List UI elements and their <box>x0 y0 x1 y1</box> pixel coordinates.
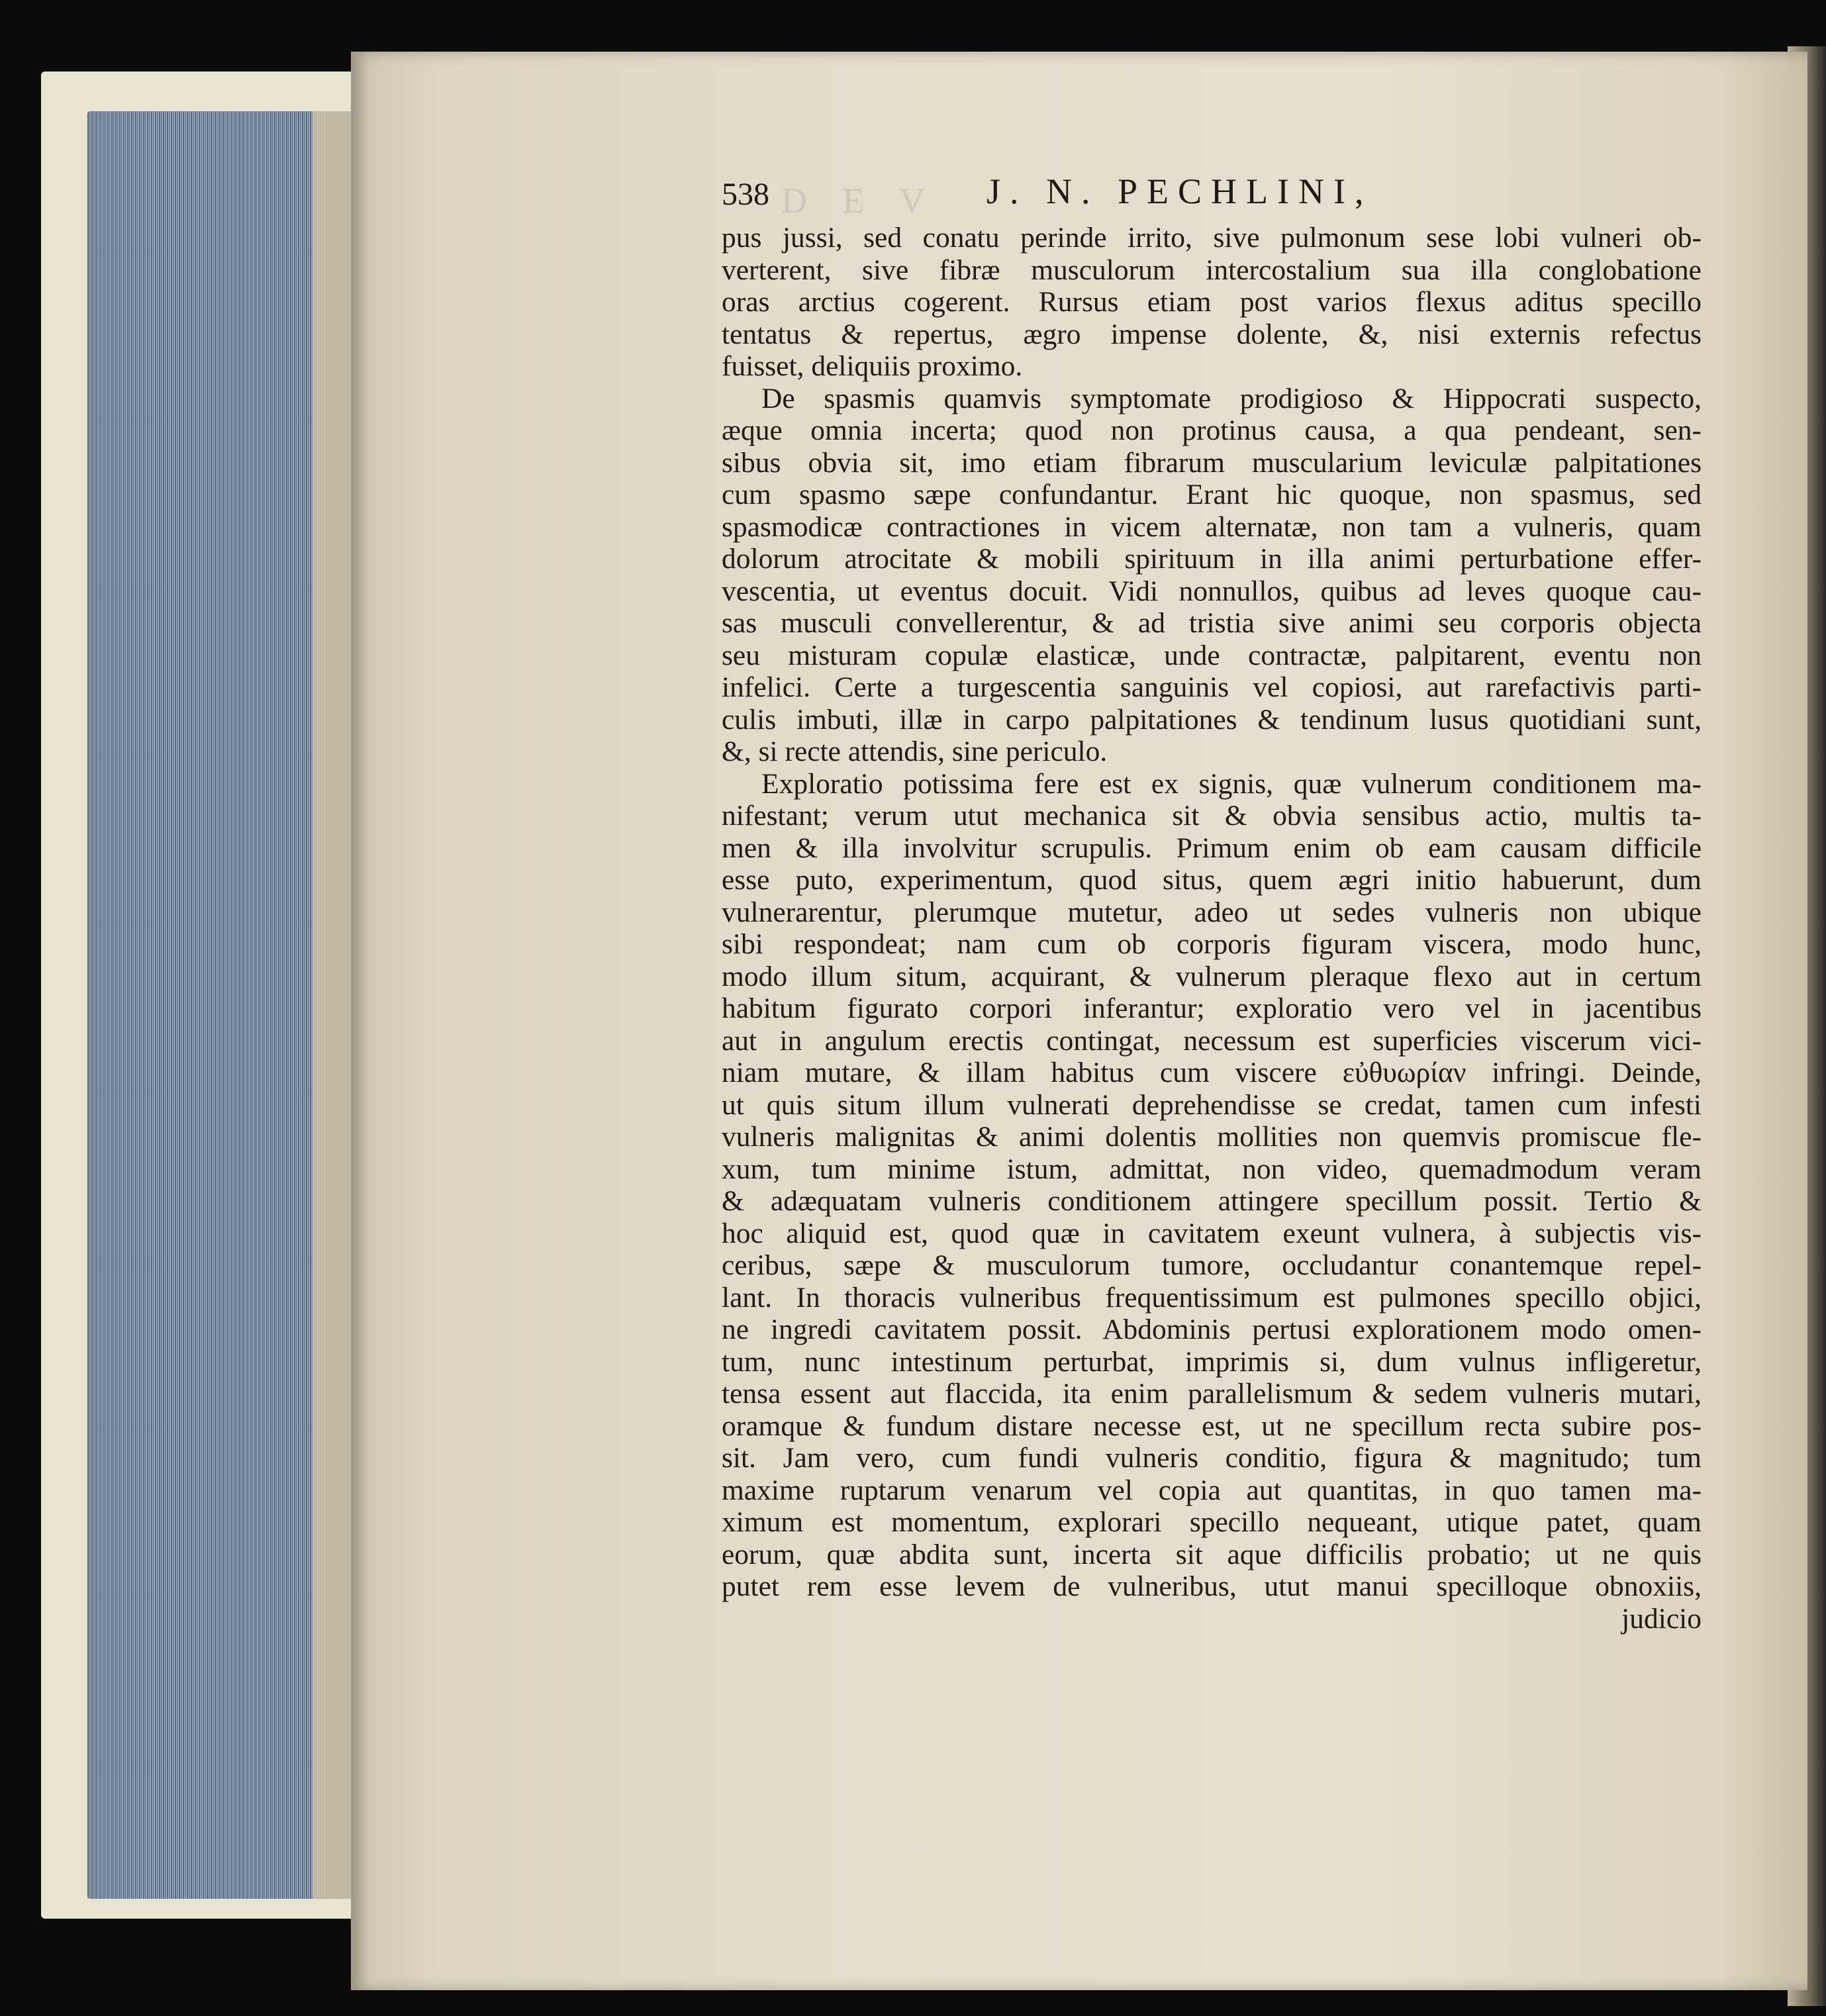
text-line: sibi respondeat; nam cum ob corporis figuram viscera, modo hunc, <box>722 928 1702 960</box>
text-line: verterent, sive fibræ musculorum intercostalium sua illa conglobatione <box>722 254 1702 286</box>
text-line: aut in angulum erectis contingat, necessum est superficies viscerum vici- <box>722 1024 1702 1057</box>
text-line: infelici. Certe a turgescentia sanguinis vel copiosi, aut rarefactivis parti- <box>722 671 1702 703</box>
text-line: tentatus & repertus, ægro impense dolente, &, nisi externis refectus <box>722 318 1702 350</box>
text-line: cum spasmo sæpe confundantur. Erant hic quoque, non spasmus, sed <box>722 479 1702 510</box>
text-line: ne ingredi cavitatem possit. Abdominis pertusi explorationem modo omen- <box>722 1314 1702 1345</box>
body-text <box>722 222 1702 1635</box>
text-line: modo illum situm, acquirant, & vulnerum pleraque flexo aut in certum <box>722 960 1702 992</box>
text-line: xum, tum minime istum, admittat, non video, quemadmodum veram <box>722 1153 1702 1185</box>
text-line: seu misturam copulæ elasticæ, unde contractæ, palpitarent, eventu non <box>722 639 1702 671</box>
page-edges <box>87 111 352 1899</box>
text-line: putet rem esse levem de vulneribus, utut manui specilloque obnoxiis, <box>722 1570 1702 1602</box>
text-line: oras arctius cogerent. Rursus etiam post varios flexus aditus specillo <box>722 286 1702 318</box>
text-line: ximum est momentum, explorari specillo nequeant, utique patet, quam <box>722 1506 1702 1538</box>
text-line: lant. In thoracis vulneribus frequentissimum est pulmones specillo objici, <box>722 1281 1702 1314</box>
text-line: niam mutare, & illam habitus cum viscere εὐθυωρίαν infringi. Deinde, <box>722 1057 1702 1088</box>
text-line: tum, nunc intestinum perturbat, imprimis si, dum vulnus infligeretur, <box>722 1345 1702 1378</box>
show-through-text: D E V <box>781 181 939 220</box>
text-line: sibus obvia sit, imo etiam fibrarum muscularium leviculæ palpitationes <box>722 446 1702 479</box>
running-head: J. N. PECHLINI, <box>986 171 1373 211</box>
page-number: 538 <box>722 177 769 212</box>
text-line: men & illa involvitur scrupulis. Primum enim ob eam causam difficile <box>722 832 1702 864</box>
text-line: æque omnia incerta; quod non protinus causa, a qua pendeant, sen- <box>722 414 1702 446</box>
text-line: tensa essent aut flaccida, ita enim parallelismum & sedem vulneris mutari, <box>722 1378 1702 1410</box>
text-line: ut quis situm illum vulnerati deprehendisse se credat, tamen cum infesti <box>722 1088 1702 1121</box>
text-line: vulneris malignitas & animi dolentis mollities non quemvis promiscue fle- <box>722 1121 1702 1153</box>
text-line: spasmodicæ contractiones in vicem alternatæ, non tam a vulneris, quam <box>722 510 1702 543</box>
text-line: maxime ruptarum venarum vel copia aut quantitas, in quo tamen ma- <box>722 1474 1702 1506</box>
text-line: oramque & fundum distare necesse est, ut ne specillum recta subire pos- <box>722 1410 1702 1442</box>
page-header <box>722 171 1702 217</box>
text-line: dolorum atrocitate & mobili spirituum in illa animi perturbatione effer- <box>722 543 1702 575</box>
text-line: habitum figurato corpori inferantur; exploratio vero vel in jacentibus <box>722 992 1702 1024</box>
text-line: sit. Jam vero, cum fundi vulneris conditio, figura & magnitudo; tum <box>722 1442 1702 1474</box>
text-line: vulnerarentur, plerumque mutetur, adeo ut sedes vulneris non ubique <box>722 896 1702 928</box>
text-line: & adæquatam vulneris conditionem attingere specillum possit. Tertio & <box>722 1185 1702 1217</box>
text-line: nifestant; verum utut mechanica sit & obvia sensibus actio, multis ta- <box>722 800 1702 832</box>
text-line: esse puto, experimentum, quod situs, quem ægri initio habuerunt, dum <box>722 864 1702 896</box>
text-block-fore-edge <box>41 72 359 1919</box>
text-line: fuisset, deliquiis proximo. <box>722 350 1023 382</box>
text-line: eorum, quæ abdita sunt, incerta sit aque difficilis probatio; ut ne quis <box>722 1538 1702 1570</box>
text-line: vescentia, ut eventus docuit. Vidi nonnullos, quibus ad leves quoque cau- <box>722 575 1702 607</box>
text-line: Exploratio potissima fere est ex signis, quæ vulnerum conditionem ma- <box>761 767 1702 800</box>
text-line: &, si recte attendis, sine periculo. <box>722 736 1108 767</box>
text-line: hoc aliquid est, quod quæ in cavitatem exeunt vulnera, à subjectis vis- <box>722 1217 1702 1249</box>
catchword: judicio <box>1621 1602 1702 1635</box>
text-line: culis imbuti, illæ in carpo palpitationes & tendinum lusus quotidiani sunt, <box>722 703 1702 736</box>
text-line: pus jussi, sed conatu perinde irrito, sive pulmonum sese lobi vulneri ob- <box>722 222 1702 254</box>
text-line: sas musculi convellerentur, & ad tristia sive animi seu corporis objecta <box>722 607 1702 639</box>
text-line: ceribus, sæpe & musculorum tumore, occludantur conantemque repel- <box>722 1249 1702 1281</box>
text-line: De spasmis quamvis symptomate prodigioso & Hippocrati suspecto, <box>761 382 1702 414</box>
